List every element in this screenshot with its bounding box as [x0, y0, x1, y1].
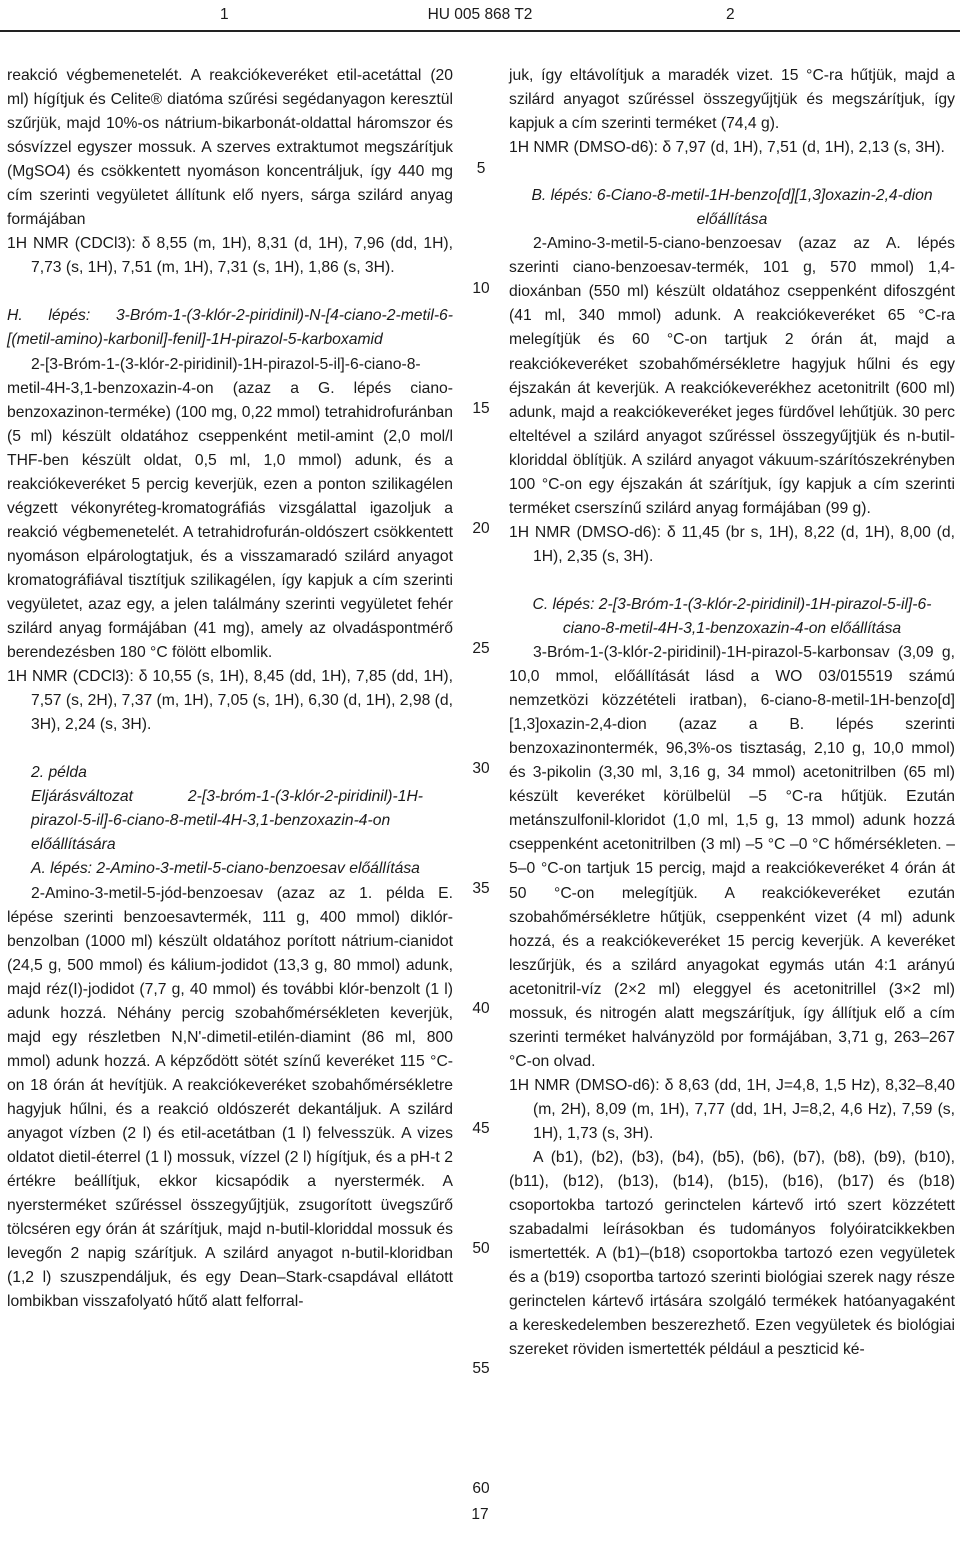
line-number: 35: [472, 880, 490, 897]
nmr-data: 1H NMR (DMSO-d6): δ 8,63 (dd, 1H, J=4,8, 1,5 Hz), 8,32–8,40 (m, 2H), 8,09 (m, 1H), 7,77 (dd, 1H, J=8,2, 4,6 Hz), 7,59 (s, 1H), 1,73 (s, 3H).: [509, 1076, 955, 1142]
patent-number: HU 005 868 T2: [427, 6, 533, 23]
header-rule: [0, 30, 960, 32]
spacer: [7, 737, 453, 761]
line-number: 40: [472, 1000, 490, 1017]
footer-page-number: 17: [471, 1506, 489, 1523]
spacer: [7, 280, 453, 304]
line-number: 30: [472, 760, 490, 777]
line-number: 10: [472, 280, 490, 297]
paragraph: 3-Bróm-1-(3-klór-2-piridinil)-1H-pirazol-5-karbonsav (3,09 g, 10,0 mmol, előállítását lásd a WO 03/015519 számú nemzetközi közzétételi iratban), 6-ciano-8-metil-1H-benzo[d][1,3]oxazin-2,4-dion (azaz a B. lépés szerinti benzoxazinontermék, 96,3%-os tisztaság, 2,10 g, 10,0 mmol) és 3-pikolin (3,30 ml, 3,16 g, 34 mmol) acetonitrilben (65 ml) készült keveréket körülbelül –5 °C-ra hűtjük. Ezután metánszulfonil-kloridot (1,0 ml, 1,5 g, 13 mmol) adunk hozzá cseppenként acetonitrilben (3 ml) –5 °C –0 °C hőmérsékleten. –5–0 °C-on tartjuk 15 percig, majd a reakciókeveréket 4 órán át 50 °C-on melegítjük. A reakciókeveréket ezután szobahőmérsékletre hűtjük, cseppenként vizet (4 ml) adunk hozzá, és a reakciókeveréket 15 percig keverjük. A keveréket leszűrjük, és a szilárd anyagokat egymás után 4:1 arányú acetonitril-víz (2×2 ml) eleggyel és acetonitrillel (3×2 ml) mossuk, és nitrogén alatt megszárítjuk, így állítjuk elő a cím szerinti terméket halványzöld por formájában, 3,71 g, 263–267 °C-on olvad.: [509, 644, 955, 1070]
line-number: 50: [472, 1240, 490, 1257]
line-number: 25: [472, 640, 490, 657]
line-number: 5: [476, 160, 486, 177]
spacer: [509, 569, 955, 593]
step-heading: A. lépés: 2-Amino-3-metil-5-ciano-benzoesav előállítása: [31, 860, 420, 878]
spacer: [509, 160, 955, 184]
paragraph: 2-[3-Bróm-1-(3-klór-2-piridinil)-1H-pirazol-5-il]-6-ciano-8-metil-4H-3,1-benzoxazin-4-on (azaz a G. lépés ciano-benzoxazinon-terméke) (100 mg, 0,22 mmol) tetrahidrofuránban (5 ml) készült oldatához cseppenként metil-amint (2,0 mol/l THF-ben készült oldat, 0,5 ml, 1,0 mmol) adunk, és a reakciókeveréket 5 percig keverjük, ezen a ponton szilikagélen végzett vékonyréteg-kromatográfiás vizsgálattal igazoljuk a reakció végbemenetelét. A tetrahidrofurán-oldószert csökkentett nyomáson elpárologtatjuk, és a visszamaradó szilárd anyagot kromatográfiával tisztítjuk szilikagélen, így kapjuk a cím szerinti vegyületet, azaz egy, a jelen találmány szerinti vegyületet fehér szilárd anyag formájában (41 mg), amely az olvadáspontmérő berendezésben 180 °C fölött elbomlik.: [7, 355, 453, 662]
line-number: 20: [472, 520, 490, 537]
paragraph: reakció végbemenetelét. A reakciókeveréket etil-acetáttal (20 ml) hígítjuk és Celite® diatóma szűrési segédanyagon keresztül szűrjük, majd 10%-os nátrium-bikarbonát-oldattal háromszor és sósvízzel egyszer mossuk. A szerves extraktumot megszárítjuk (MgSO4) és csökkentett nyomáson koncentráljuk, így 440 mg cím szerinti vegyületet állítunk elő nyers, sárga szilárd anyag formájában: [7, 67, 453, 229]
nmr-data: 1H NMR (CDCl3): δ 10,55 (s, 1H), 8,45 (dd, 1H), 7,85 (dd, 1H), 7,57 (s, 2H), 7,37 (m, 1H), 7,05 (s, 1H), 6,30 (d, 1H), 2,98 (d, 3H), 2,24 (s, 3H).: [7, 668, 453, 734]
left-page-number: 1: [220, 6, 229, 23]
paragraph: A (b1), (b2), (b3), (b4), (b5), (b6), (b7), (b8), (b9), (b10), (b11), (b12), (b13), (b14), (b15), (b16), (b17) és (b18) csoportokba tartozó gerinctelen kártevő irtó szert közzétett szabadalmi leírásokban és tudományos folyóiratcikkekben ismertették. A (b1)–(b18) csoportokba tartozó ezen vegyületek és a (b19) csoportba tartozó szerinti biológiai szerek nagy része gerinctelen kártevő irtására szolgáló termékek hatóanyagaként a kereskedelemben beszerezhető. Ezen vegyületek és biológiai szereket röviden ismertették például a peszticid ké-: [509, 1149, 955, 1359]
nmr-data: 1H NMR (DMSO-d6): δ 7,97 (d, 1H), 7,51 (d, 1H), 2,13 (s, 3H).: [509, 139, 945, 157]
paragraph: 2-Amino-3-metil-5-ciano-benzoesav (azaz az A. lépés szerinti ciano-benzoesav-termék, 101 g, 570 mmol) 1,4-dioxánban (550 ml) készült oldatához cseppenként difoszgént (41 ml, 340 mmol) adunk. A reakciókeveréket 65 °C-ra melegítjük és 60 °C-on tartjuk 2 órán át, majd a reakciókeveréket szobahőmérsékletre hagyjuk hűlni és egy éjszakán át keverjük. A reakciókeverékhez acetonitrilt (600 ml) adunk, majd a reakciókeveréket jeges fürdővel lehűtjük. 30 perc elteltével a szilárd anyagot szűréssel összegyűjtjük és n-butil-kloriddal öblítjük. A szilárd anyagot vákuum-szárítószekrényben 100 °C-on egy éjszakán át szárítjuk, így kapjuk a cím szerinti terméket cserszínű szilárd anyag formájában (99 g).: [509, 235, 955, 517]
page-header: [0, 4, 960, 28]
step-heading: C. lépés: 2-[3-Bróm-1-(3-klór-2-piridinil)-1H-pirazol-5-il]-6-ciano-8-metil-4H-3,1-benzoxazin-4-on előállítása: [532, 595, 932, 637]
paragraph: juk, így eltávolítjuk a maradék vizet. 15 °C-ra hűtjük, majd a szilárd anyagot szűréssel összegyűjtjük és megszárítjuk, így kapjuk a cím szerinti terméket (74,4 g).: [509, 67, 955, 133]
line-number: 55: [472, 1360, 490, 1377]
example-title: 2. példa: [31, 764, 87, 782]
line-number: 15: [472, 400, 490, 417]
right-column: [509, 64, 955, 1362]
step-heading: H. lépés: 3-Bróm-1-(3-klór-2-piridinil)-N-[4-ciano-2-metil-6-[(metil-amino)-karbonil]-fenil]-1H-pirazol-5-karboxamid: [7, 307, 453, 349]
nmr-data: 1H NMR (DMSO-d6): δ 11,45 (br s, 1H), 8,22 (d, 1H), 8,00 (d, 1H), 2,35 (s, 3H).: [509, 523, 955, 565]
right-page-number: 2: [726, 6, 735, 23]
line-number: 45: [472, 1120, 490, 1137]
step-heading: B. lépés: 6-Ciano-8-metil-1H-benzo[d][1,3]oxazin-2,4-dion előállítása: [531, 187, 933, 229]
paragraph: 2-Amino-3-metil-5-jód-benzoesav (azaz az 1. példa E. lépése szerinti benzoesavtermék, 111 g, 400 mmol) diklór-benzolban (1000 ml) készült oldatához porított nátrium-cianidot (24,5 g, 500 mmol) és kálium-jodidot (13,3 g, 80 mmol) adunk, majd réz(I)-jodidot (7,7 g, 40 mmol) és további klór-benzolt (1 l) adunk hozzá. Néhány percig szobahőmérsékleten keverjük, majd egy részletben N,N'-dimetil-etilén-diamint (86 ml, 800 mmol) adunk hozzá. A képződött sötét színű keveréket 115 °C-on 18 órán át hevítjük. A reakciókeveréket szobahőmérsékletre hagyjuk hűlni, és a reakció oldószerét dekantáljuk. A szilárd anyagot vízben (2 l) és etil-acetátban (1 l) felvesszük. A vizes oldatot dietil-éterrel (1 l) mossuk, vízzel (2 l) hígítjuk, és a pH-t 2 értékre beállítjuk, ekkor kicsapódik a nyerstermék. A nyersterméket szűréssel összegyűjtjük, zsugorított üvegszűrő tölcséren egy órán át szárítjuk, majd n-butil-kloriddal mossuk és levegőn 2 napig szárítjuk. A szilárd anyagot n-butil-kloridban (1,2 l) szuszpendáljuk, és egy Dean–Stark-csapdával ellátott lombikban visszafolyató hűtő alatt felforral-: [7, 884, 453, 1311]
nmr-data: 1H NMR (CDCl3): δ 8,55 (m, 1H), 8,31 (d, 1H), 7,96 (dd, 1H), 7,73 (s, 1H), 7,51 (m, 1H), 7,31 (s, 1H), 1,86 (s, 3H).: [7, 235, 453, 277]
line-number: 60: [472, 1480, 490, 1497]
example-heading: Eljárásváltozat 2-[3-bróm-1-(3-klór-2-piridinil)-1H-pirazol-5-il]-6-ciano-8-metil-4H-3,1-benzoxazin-4-on előállítására: [31, 788, 423, 854]
left-column: [7, 64, 453, 1314]
